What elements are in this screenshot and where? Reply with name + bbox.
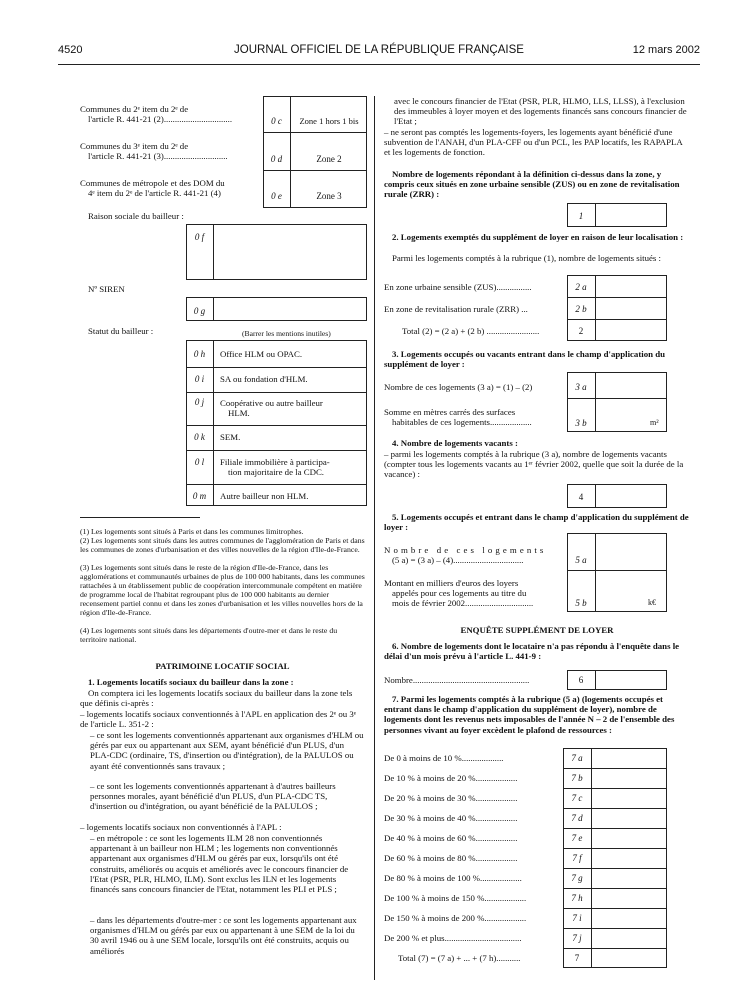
statut-filiale-line2: tion majoritaire de la CDC. bbox=[228, 467, 325, 477]
statut-cooperative-line2: HLM. bbox=[228, 408, 250, 418]
statut-office-hlm[interactable]: Office HLM ou OPAC. bbox=[220, 349, 303, 359]
section-1-title: 1. Logements locatifs sociaux du bailleur dans la zone : bbox=[88, 677, 294, 687]
box-1-code: 1 bbox=[578, 211, 584, 221]
siren-code: 0 g bbox=[193, 306, 206, 316]
zus-label: En zone urbaine sensible (ZUS)................ bbox=[384, 282, 532, 292]
s7-row-code: 7 d bbox=[571, 813, 583, 823]
s7-row-label: Total (7) = (7 a) + ... + (7 h)........... bbox=[398, 953, 521, 963]
s7-row-code: 7 b bbox=[571, 773, 583, 783]
code-2: 2 bbox=[578, 326, 584, 336]
statut-code-0l: 0 l bbox=[194, 457, 205, 467]
nombre-definition: Nombre de logements répondant à la définition ci-dessus dans la zone, y compris ceux situés en zone urbaine sensible (ZUS) ou en zone de revitalisation rurale (ZRR) : bbox=[384, 169, 680, 200]
continuation-1: avec le concours financier de l'Etat (PSR, PLR, HLMO, LLS, LLSS), à l'exclusion des immeubles à loyer moyen et des logements financés sans concours financier de l'Etat ; bbox=[394, 96, 687, 127]
box-4-code: 4 bbox=[578, 492, 584, 502]
statut-sa-fondation[interactable]: SA ou fondation d'HLM. bbox=[220, 374, 308, 384]
barrer-note: (Barrer les mentions inutiles) bbox=[242, 329, 331, 338]
section-1-bullet-2a: – en métropole : ce sont les logements ILM 28 non conventionnés appartenant à un bailleur non HLM ; les logements non conventionnés appartenant aux organismes d'HLM ou gérés par eux, lorsqu'ils ont été construits, améliorés ou acquis et améliorés avec le concours financier de l'Etat (PSR, PLR, HLMO, ILM). Sont exclus les ILN et les logements financés sans concours financier de l'Etat, notamment les PLI et PLS ; bbox=[90, 833, 349, 895]
zone-1-label-line2: l'article R. 441-21 (2)............................... bbox=[88, 114, 233, 124]
footnote-4: (4) Les logements sont situés dans les départements d'outre-mer et dans le reste du territoire national. bbox=[80, 626, 338, 644]
section-1-bullet-2: – logements locatifs sociaux non conventionnés à l'APL : bbox=[80, 822, 282, 832]
s7-row-label: De 10 % à moins de 20 %................... bbox=[384, 773, 518, 783]
section-2-title: 2. Logements exemptés du supplément de loyer en raison de leur localisation : bbox=[392, 232, 684, 242]
s5-row2-line2: appelés pour ces logements au titre du bbox=[392, 588, 527, 598]
section-1-bullet-1a: – ce sont les logements conventionnés appartenant aux organismes d'HLM ou gérés par eux ou appartenant aux SEM, ayant bénéficié d'un PLUS, d'un PLA-CDC (ordinaire, TS, d'insertion ou d'intégration), de la PALULOS ou ayant été conventionnés sans travaux ; bbox=[90, 730, 364, 771]
statut-label: Statut du bailleur : bbox=[88, 326, 154, 336]
column-divider bbox=[374, 96, 375, 980]
enquete-title: ENQUÊTE SUPPLÉMENT DE LOYER bbox=[460, 625, 614, 635]
patrimoine-title: PATRIMOINE LOCATIF SOCIAL bbox=[155, 661, 290, 671]
section-1-intro: On comptera ici les logements locatifs sociaux du bailleur dans la zone tels que définis ci-après : bbox=[80, 688, 353, 709]
s7-row-label: De 60 % à moins de 80 %................... bbox=[384, 853, 518, 863]
section-1-bullet-2b: – dans les départements d'outre-mer : ce sont les logements appartenant aux organismes d'HLM ou gérés par eux ou appartenant à une SEM de la loi du 30 avril 1946 ou à une SEM locale, lorsqu'ils ont été construits, acquis ou améliorés bbox=[90, 915, 357, 956]
s7-row-code: 7 bbox=[574, 953, 580, 963]
section-7-title: 7. Parmi les logements comptés à la rubrique (5 a) (logements occupés et entrant dans le champ d'application du supplément de loyer), nombre de logements dont les revenus nets imposables de l'année N – 2 de l'ensemble des personnes vivant au foyer excèdent le plafond de ressources : bbox=[384, 694, 675, 735]
s7-row-code: 7 c bbox=[571, 793, 583, 803]
zrr-label: En zone de revitalisation rurale (ZRR) ... bbox=[384, 304, 528, 314]
s7-row-code: 7 e bbox=[571, 833, 583, 843]
s7-row-label: De 100 % à moins de 150 %................... bbox=[384, 893, 527, 903]
siren-label: Nº SIREN bbox=[88, 284, 125, 294]
s7-row-label: De 0 à moins de 10 %................... bbox=[384, 753, 504, 763]
statut-cooperative[interactable]: Coopérative ou autre bailleur bbox=[220, 398, 323, 408]
raison-sociale-label: Raison sociale du bailleur : bbox=[88, 211, 184, 221]
statut-autre[interactable]: Autre bailleur non HLM. bbox=[220, 491, 309, 501]
code-3b: 3 b bbox=[575, 418, 587, 428]
section-3-title: 3. Logements occupés ou vacants entrant dans le champ d'application du supplément de loyer : bbox=[384, 349, 665, 370]
section-6-title: 6. Nombre de logements dont le locataire n'a pas répondu à l'enquête dans le délai d'un mois prévu à l'article L. 441-9 : bbox=[384, 641, 680, 662]
zone-2-label-line1: Communes du 3ᵉ item du 2ᵉ de bbox=[80, 141, 189, 151]
zone-3-label-line1: Communes de métropole et des DOM du bbox=[80, 178, 225, 188]
code-5a: 5 a bbox=[575, 555, 587, 565]
continuation-2: – ne seront pas comptés les logements-foyers, les logements ayant bénéficié d'une subvention de l'ANAH, d'un PLA-CFF ou d'un PCL, les PAP locatifs, les RAPAPLA et les logements de fonction. bbox=[384, 127, 683, 158]
footnote-3: (3) Les logements sont situés dans le reste de la région d'Ile-de-France, dans les agglomérations et communautés urbaines de plus de 100 000 habitants, dans les communes rattachées à un établissement public de coopération intercommunale compétent en matière de programme local de l'habitat regroupant plus de 100 000 habitants au dernier recensement partiel connu et dans les zones d'urbanisation et les villes nouvelles hors de la région d'Ile-de-France. bbox=[80, 563, 365, 617]
statut-code-0h: 0 h bbox=[193, 349, 206, 359]
s5-row1-line1: Nombre de ces logements bbox=[384, 545, 547, 555]
footnote-1: (1) Les logements sont situés à Paris et dans les communes limitrophes. bbox=[80, 527, 304, 536]
s6-label: Nombre..................................................... bbox=[384, 675, 530, 685]
unit-keur: k€ bbox=[648, 598, 656, 607]
s7-row-code: 7 h bbox=[571, 893, 583, 903]
code-2a: 2 a bbox=[575, 282, 587, 292]
section-5-title: 5. Logements occupés et entrant dans le champ d'application du supplément de loyer : bbox=[384, 512, 689, 533]
page-number: 4520 bbox=[58, 44, 83, 56]
zone-3-label-line2: 4ᵉ item du 2ᵉ de l'article R. 441-21 (4) bbox=[88, 188, 221, 198]
section-1-bullet-1b: – ce sont les logements conventionnés appartenant à d'autres bailleurs personnes morales, ayant bénéficié d'un PLUS, d'un PLA-CDC TS, d'insertion ou d'intégration, ou ayant bénéficié de la PALULOS ; bbox=[90, 781, 336, 812]
raison-sociale-code: 0 f bbox=[194, 232, 205, 242]
s5-row1-line2: (5 a) = (3 a) – (4)................................ bbox=[392, 555, 524, 565]
zone-2-label-line2: l'article R. 441-21 (3)............................. bbox=[88, 151, 228, 161]
code-2b: 2 b bbox=[575, 304, 587, 314]
s3-row2-line1: Somme en mètres carrés des surfaces bbox=[384, 407, 516, 417]
zone-3-code: 0 e bbox=[271, 191, 282, 201]
section-2-intro: Parmi les logements comptés à la rubrique (1), nombre de logements situés : bbox=[392, 253, 661, 263]
s7-row-code: 7 j bbox=[572, 933, 582, 943]
page-header bbox=[58, 44, 700, 60]
footnote-2: (2) Les logements sont situés dans les autres communes de l'agglomération de Paris et dans les communes de zones d'urbanisation et des villes nouvelles de la région d'Ile-de-France. bbox=[80, 536, 365, 554]
zone-1-label-line1: Communes du 2ᵉ item du 2ᵉ de bbox=[80, 104, 189, 114]
box-6-code: 6 bbox=[578, 675, 584, 685]
s7-row-code: 7 i bbox=[572, 913, 582, 923]
s5-row2-line1: Montant en milliers d'euros des loyers bbox=[384, 578, 519, 588]
statut-code-0m: 0 m bbox=[192, 491, 207, 501]
section-4-text: – parmi les logements comptés à la rubrique (3 a), nombre de logements vacants (compter tous les logements vacants au 1ᵉʳ février 2002, quelle que soit la durée de la vacance) : bbox=[384, 449, 684, 480]
statut-filiale[interactable]: Filiale immobilière à participa- bbox=[220, 457, 330, 467]
s7-row-label: De 150 % à moins de 200 %................... bbox=[384, 913, 527, 923]
statut-code-0i: 0 i bbox=[194, 374, 205, 384]
code-5b: 5 b bbox=[575, 598, 587, 608]
s7-row-label: De 80 % à moins de 100 %................... bbox=[384, 873, 522, 883]
zone-1-code: 0 c bbox=[271, 116, 282, 126]
journal-title: JOURNAL OFFICIEL DE LA RÉPUBLIQUE FRANÇAISE bbox=[234, 44, 524, 56]
s7-row-code: 7 f bbox=[572, 853, 582, 863]
s7-row-label: De 40 % à moins de 60 %................... bbox=[384, 833, 518, 843]
s7-row-label: De 30 % à moins de 40 %................... bbox=[384, 813, 518, 823]
zone-2-value: Zone 2 bbox=[316, 154, 342, 164]
statut-sem[interactable]: SEM. bbox=[220, 432, 241, 442]
statut-code-0j: 0 j bbox=[194, 397, 205, 407]
s7-row-code: 7 g bbox=[571, 873, 583, 883]
code-3a: 3 a bbox=[575, 382, 587, 392]
zone-1-value: Zone 1 hors 1 bis bbox=[299, 116, 359, 126]
unit-m2: m² bbox=[650, 418, 659, 427]
section-4-title: 4. Nombre de logements vacants : bbox=[392, 438, 518, 448]
section-1-bullet-1: – logements locatifs sociaux conventionnés à l'APL en application des 2ᵉ ou 3ᵉ de l'article L. 351-2 : bbox=[80, 709, 356, 730]
s3-row2-line2: habitables de ces logements................... bbox=[392, 417, 532, 427]
total-2-label: Total (2) = (2 a) + (2 b) ........................ bbox=[402, 326, 540, 336]
s3-row1-label: Nombre de ces logements (3 a) = (1) – (2) bbox=[384, 382, 533, 392]
s7-row-label: De 200 % et plus................................... bbox=[384, 933, 522, 943]
zone-3-value: Zone 3 bbox=[316, 191, 342, 201]
header-rule bbox=[58, 64, 700, 65]
zone-2-code: 0 d bbox=[270, 154, 283, 164]
statut-code-0k: 0 k bbox=[194, 432, 205, 442]
issue-date: 12 mars 2002 bbox=[632, 44, 700, 56]
s5-row2-line3: mois de février 2002............................... bbox=[392, 598, 534, 608]
s7-row-code: 7 a bbox=[571, 753, 583, 763]
footnote-rule bbox=[80, 517, 200, 518]
s7-row-label: De 20 % à moins de 30 %................... bbox=[384, 793, 518, 803]
